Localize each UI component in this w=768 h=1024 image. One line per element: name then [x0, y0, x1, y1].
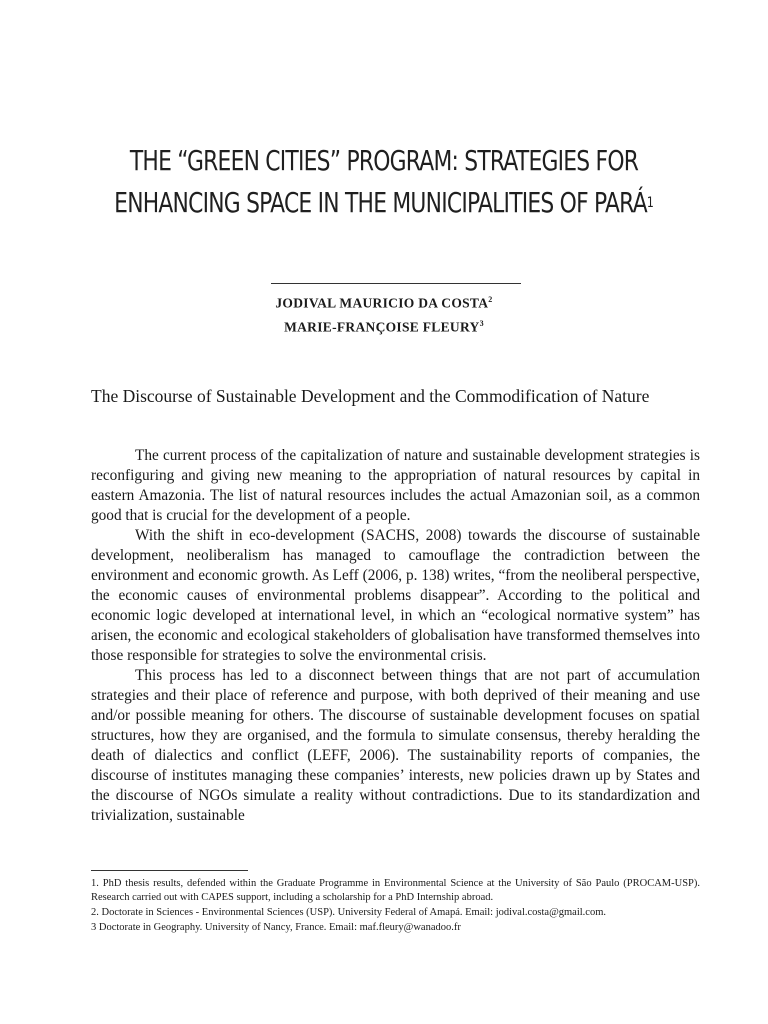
paragraph: The current process of the capitalization of nature and sustainable development strategies is reconfiguring and giving new meaning to the appropriation of natural resources by capital in eastern Amazonia. The list of natural resources includes the actual Amazonian soil, as a common good that is crucial for the development of a people. — [91, 447, 700, 524]
paragraph: With the shift in eco-development (SACHS, 2008) towards the discourse of sustainable development, neoliberalism has managed to camouflage the contradiction between the environment and economic growth. As Leff (2006, p. 138) writes, “from the neoliberal perspective, the economic causes of environmental problems disappear”. According to the political and economic logic developed at international level, in which an “ecological normative system” has arisen, the economic and ecological stakeholders of globalisation have transformed themselves into those responsible for strategies to solve the environmental crisis. — [91, 527, 700, 664]
paper-title — [84, 140, 683, 224]
author-footnote-mark: 2 — [488, 295, 493, 304]
author-divider — [271, 283, 521, 284]
author-list — [0, 290, 768, 337]
title-line-2-text: ENHANCING SPACE IN THE MUNICIPALITIES OF PARÁ — [114, 186, 647, 219]
author-name: JODIVAL MAURICIO DA COSTA — [275, 295, 489, 311]
author-footnote-mark: 3 — [479, 318, 484, 328]
footnote: 2. Doctorate in Sciences - Environmental Sciences (USP). University Federal of Amapá. Email: jodival.costa@gmail.com. — [91, 907, 606, 918]
paragraph: This process has led to a disconnect between things that are not part of accumulation strategies and their place of reference and purpose, with both deprived of their meaning and use and/or possible meaning for others. The discourse of sustainable development focuses on spatial structures, how they are organised, and the formula to simulate consensus, thereby heralding the death of dialectics and conflict (LEFF, 2006). The sustainability reports of companies, the discourse of institutes managing these companies’ interests, new policies drawn up by States and the discourse of NGOs simulate a reality without contradictions. Due to its standardization and trivialization, sustainable — [91, 667, 700, 824]
title-line-2 — [84, 182, 683, 224]
footnote: 1. PhD thesis results, defended within the Graduate Programme in Environmental Science at the University of São Paulo (PROCAM-USP). Research carried out with CAPES support, including a scholarship for a PhD Internship abroad. — [91, 878, 700, 903]
footnote: 3 Doctorate in Geography. University of Nancy, France. Email: maf.fleury@wanadoo.fr — [91, 922, 461, 933]
title-line-1: THE “GREEN CITIES” PROGRAM: STRATEGIES FOR — [129, 144, 639, 177]
title-footnote-mark: 1 — [646, 195, 654, 211]
footnote-divider — [91, 870, 248, 871]
author-name: MARIE-FRANÇOISE FLEURY — [284, 319, 480, 334]
body-text — [91, 446, 700, 826]
author — [0, 290, 768, 314]
footnotes — [91, 877, 700, 936]
section-heading: The Discourse of Sustainable Development and the Commodification of Nature — [91, 386, 650, 406]
author — [0, 314, 768, 338]
